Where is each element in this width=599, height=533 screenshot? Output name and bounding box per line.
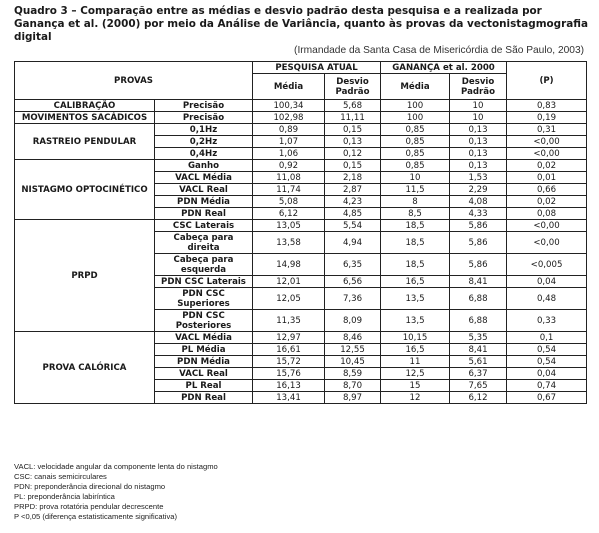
parameter-cell: 0,1Hz — [155, 124, 253, 136]
media-atual-cell: 15,76 — [253, 368, 325, 380]
desvio-atual-cell: 12,55 — [325, 344, 381, 356]
desvio-atual-cell: 0,15 — [325, 160, 381, 172]
desvio-ganança-cell: 5,86 — [450, 232, 507, 254]
desvio-ganança-cell: 5,35 — [450, 332, 507, 344]
desvio-ganança-cell: 4,08 — [450, 196, 507, 208]
parameter-cell: PDN CSC Posteriores — [155, 310, 253, 332]
desvio-ganança-cell: 6,37 — [450, 368, 507, 380]
p-value-cell: 0,66 — [507, 184, 587, 196]
table-row — [15, 220, 587, 232]
parameter-cell: Ganho — [155, 160, 253, 172]
media-atual-cell: 13,58 — [253, 232, 325, 254]
media-atual-cell: 0,89 — [253, 124, 325, 136]
table-row — [15, 160, 587, 172]
p-value-cell: 0,67 — [507, 392, 587, 404]
row-group-label: MOVIMENTOS SACÁDICOS — [15, 112, 155, 124]
note-line: PDN: preponderância direcional do nistagmo — [14, 482, 166, 491]
parameter-cell: CSC Laterais — [155, 220, 253, 232]
desvio-ganança-cell: 0,13 — [450, 136, 507, 148]
desvio-ganança-cell: 7,65 — [450, 380, 507, 392]
media-ganança-cell: 10 — [381, 172, 450, 184]
media-atual-cell: 15,72 — [253, 356, 325, 368]
p-value-cell: 0,48 — [507, 288, 587, 310]
p-value-cell: 0,08 — [507, 208, 587, 220]
table-row — [15, 124, 587, 136]
note-line: PRPD: prova rotatória pendular decrescente — [14, 502, 164, 511]
desvio-ganança-cell: 10 — [450, 112, 507, 124]
parameter-cell: PDN CSC Superiores — [155, 288, 253, 310]
header-media-ganança: Média — [381, 74, 450, 100]
media-ganança-cell: 13,5 — [381, 310, 450, 332]
media-ganança-cell: 100 — [381, 100, 450, 112]
media-ganança-cell: 18,5 — [381, 220, 450, 232]
parameter-cell: PDN CSC Laterais — [155, 276, 253, 288]
p-value-cell: 0,19 — [507, 112, 587, 124]
p-value-cell: 0,02 — [507, 160, 587, 172]
media-atual-cell: 13,41 — [253, 392, 325, 404]
media-ganança-cell: 12,5 — [381, 368, 450, 380]
table-row — [15, 100, 587, 112]
row-group-label: PROVA CALÓRICA — [15, 332, 155, 404]
desvio-ganança-cell: 5,86 — [450, 220, 507, 232]
abbreviation-notes — [14, 462, 218, 522]
desvio-atual-cell: 10,45 — [325, 356, 381, 368]
parameter-cell: PDN Média — [155, 196, 253, 208]
p-value-cell: <0,00 — [507, 232, 587, 254]
p-value-cell: <0,00 — [507, 220, 587, 232]
desvio-ganança-cell: 4,33 — [450, 208, 507, 220]
parameter-cell: 0,2Hz — [155, 136, 253, 148]
desvio-ganança-cell: 6,88 — [450, 310, 507, 332]
p-value-cell: 0,04 — [507, 276, 587, 288]
media-ganança-cell: 8 — [381, 196, 450, 208]
media-atual-cell: 0,92 — [253, 160, 325, 172]
media-ganança-cell: 12 — [381, 392, 450, 404]
p-value-cell: <0,005 — [507, 254, 587, 276]
media-atual-cell: 1,06 — [253, 148, 325, 160]
media-atual-cell: 100,34 — [253, 100, 325, 112]
desvio-atual-cell: 8,70 — [325, 380, 381, 392]
table-row — [15, 112, 587, 124]
media-atual-cell: 16,61 — [253, 344, 325, 356]
p-value-cell: 0,01 — [507, 172, 587, 184]
desvio-atual-cell: 8,59 — [325, 368, 381, 380]
desvio-atual-cell: 0,13 — [325, 136, 381, 148]
media-atual-cell: 11,74 — [253, 184, 325, 196]
media-ganança-cell: 0,85 — [381, 148, 450, 160]
media-atual-cell: 12,05 — [253, 288, 325, 310]
p-value-cell: 0,04 — [507, 368, 587, 380]
media-atual-cell: 12,01 — [253, 276, 325, 288]
desvio-atual-cell: 4,94 — [325, 232, 381, 254]
desvio-ganança-cell: 0,13 — [450, 160, 507, 172]
header-desvio-atual: Desvio Padrão — [325, 74, 381, 100]
p-value-cell: 0,83 — [507, 100, 587, 112]
header-media-atual: Média — [253, 74, 325, 100]
row-group-label: PRPD — [15, 220, 155, 332]
p-value-cell: 0,33 — [507, 310, 587, 332]
media-ganança-cell: 18,5 — [381, 254, 450, 276]
media-atual-cell: 102,98 — [253, 112, 325, 124]
parameter-cell: PL Média — [155, 344, 253, 356]
desvio-ganança-cell: 5,61 — [450, 356, 507, 368]
desvio-atual-cell: 4,85 — [325, 208, 381, 220]
media-ganança-cell: 0,85 — [381, 160, 450, 172]
desvio-atual-cell: 8,09 — [325, 310, 381, 332]
media-ganança-cell: 0,85 — [381, 136, 450, 148]
media-atual-cell: 5,08 — [253, 196, 325, 208]
header-provas: PROVAS — [15, 62, 253, 100]
header-desvio-ganança: Desvio Padrão — [450, 74, 507, 100]
p-value-cell: 0,31 — [507, 124, 587, 136]
p-value-cell: 0,02 — [507, 196, 587, 208]
table-caption: Quadro 3 – Comparação entre as médias e desvio padrão desta pesquisa e a realizada por Ganança et al. (2000) por meio da Análise de Variância, quanto às provas da vectonistagmografia digital — [14, 5, 588, 43]
parameter-cell: PDN Real — [155, 392, 253, 404]
media-atual-cell: 13,05 — [253, 220, 325, 232]
desvio-atual-cell: 6,35 — [325, 254, 381, 276]
header-pesquisa-atual: PESQUISA ATUAL — [253, 62, 381, 74]
note-line: VACL: velocidade angular da componente lenta do nistagmo — [14, 462, 218, 471]
parameter-cell: VACL Real — [155, 184, 253, 196]
parameter-cell: VACL Média — [155, 332, 253, 344]
desvio-atual-cell: 6,56 — [325, 276, 381, 288]
media-atual-cell: 1,07 — [253, 136, 325, 148]
desvio-atual-cell: 2,18 — [325, 172, 381, 184]
media-ganança-cell: 10,15 — [381, 332, 450, 344]
p-value-cell: 0,54 — [507, 344, 587, 356]
parameter-cell: PDN Média — [155, 356, 253, 368]
media-atual-cell: 11,08 — [253, 172, 325, 184]
table-body — [15, 100, 587, 404]
comparison-table — [14, 61, 587, 404]
desvio-atual-cell: 8,97 — [325, 392, 381, 404]
media-atual-cell: 11,35 — [253, 310, 325, 332]
row-group-label: CALIBRAÇÃO — [15, 100, 155, 112]
table-source: (Irmandade da Santa Casa de Misericórdia de São Paulo, 2003) — [294, 45, 584, 56]
note-line: CSC: canais semicirculares — [14, 472, 107, 481]
parameter-cell: PL Real — [155, 380, 253, 392]
row-group-label: RASTREIO PENDULAR — [15, 124, 155, 160]
desvio-atual-cell: 11,11 — [325, 112, 381, 124]
desvio-atual-cell: 0,15 — [325, 124, 381, 136]
media-atual-cell: 12,97 — [253, 332, 325, 344]
desvio-atual-cell: 5,68 — [325, 100, 381, 112]
table-row — [15, 332, 587, 344]
media-ganança-cell: 16,5 — [381, 344, 450, 356]
desvio-atual-cell: 0,12 — [325, 148, 381, 160]
desvio-ganança-cell: 8,41 — [450, 276, 507, 288]
media-ganança-cell: 0,85 — [381, 124, 450, 136]
media-ganança-cell: 15 — [381, 380, 450, 392]
parameter-cell: Cabeça para direita — [155, 232, 253, 254]
desvio-ganança-cell: 1,53 — [450, 172, 507, 184]
desvio-atual-cell: 2,87 — [325, 184, 381, 196]
p-value-cell: <0,00 — [507, 136, 587, 148]
desvio-ganança-cell: 2,29 — [450, 184, 507, 196]
parameter-cell: Precisão — [155, 112, 253, 124]
desvio-atual-cell: 5,54 — [325, 220, 381, 232]
p-value-cell: <0,00 — [507, 148, 587, 160]
parameter-cell: VACL Média — [155, 172, 253, 184]
media-ganança-cell: 11,5 — [381, 184, 450, 196]
parameter-cell: Cabeça para esquerda — [155, 254, 253, 276]
desvio-ganança-cell: 5,86 — [450, 254, 507, 276]
header-p-value: (P) — [507, 62, 587, 100]
desvio-ganança-cell: 6,12 — [450, 392, 507, 404]
media-ganança-cell: 11 — [381, 356, 450, 368]
desvio-ganança-cell: 0,13 — [450, 148, 507, 160]
media-ganança-cell: 13,5 — [381, 288, 450, 310]
desvio-ganança-cell: 8,41 — [450, 344, 507, 356]
parameter-cell: Precisão — [155, 100, 253, 112]
media-ganança-cell: 18,5 — [381, 232, 450, 254]
media-atual-cell: 6,12 — [253, 208, 325, 220]
media-ganança-cell: 100 — [381, 112, 450, 124]
desvio-atual-cell: 7,36 — [325, 288, 381, 310]
row-group-label: NISTAGMO OPTOCINÉTICO — [15, 160, 155, 220]
p-value-cell: 0,74 — [507, 380, 587, 392]
media-ganança-cell: 8,5 — [381, 208, 450, 220]
desvio-ganança-cell: 6,88 — [450, 288, 507, 310]
header-ganança-2000: GANANÇA et al. 2000 — [381, 62, 507, 74]
note-line: PL: preponderância labiríntica — [14, 492, 115, 501]
note-line: P <0,05 (diferença estatisticamente significativa) — [14, 512, 177, 521]
desvio-ganança-cell: 0,13 — [450, 124, 507, 136]
media-atual-cell: 14,98 — [253, 254, 325, 276]
parameter-cell: VACL Real — [155, 368, 253, 380]
desvio-ganança-cell: 10 — [450, 100, 507, 112]
desvio-atual-cell: 8,46 — [325, 332, 381, 344]
desvio-atual-cell: 4,23 — [325, 196, 381, 208]
parameter-cell: PDN Real — [155, 208, 253, 220]
p-value-cell: 0,1 — [507, 332, 587, 344]
media-atual-cell: 16,13 — [253, 380, 325, 392]
p-value-cell: 0,54 — [507, 356, 587, 368]
media-ganança-cell: 16,5 — [381, 276, 450, 288]
parameter-cell: 0,4Hz — [155, 148, 253, 160]
